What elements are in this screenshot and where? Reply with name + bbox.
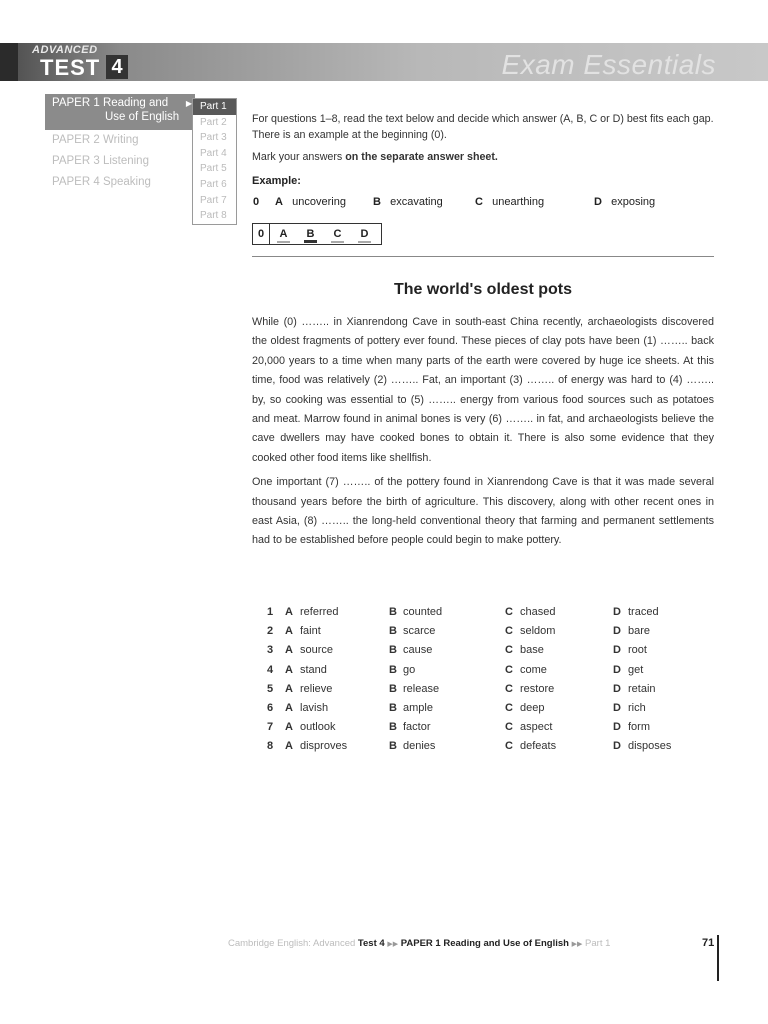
option-letter: D — [613, 701, 621, 714]
part-item[interactable]: Part 6 — [200, 178, 227, 190]
option-word: denies — [403, 740, 436, 753]
option-letter: C — [505, 721, 513, 734]
option-word: source — [300, 644, 334, 657]
option-letter: A — [285, 644, 293, 657]
option-letter: C — [505, 606, 513, 618]
nav-paper-1[interactable]: PAPER 1 Reading and ▶ Use of English — [45, 94, 195, 130]
option-word: scarce — [403, 625, 436, 638]
article-paragraph: While (0) …….. in Xianrendong Cave in south-east China recently, archaeologists discovered the oldest fragments of pottery ever found. These pieces of clay pots have been (1) …….. back 20,000 years to a time when many parts of the earth were covered by huge ice sheets. At this time, food was relatively (2) …….. Fat, an important (3) …….. of energy was hard to (4) …….. by, so cooking was essential to (5) …….. energy from various food sources such as potatoes and meat. Marrow found in animal bones is very (6) …….. in fat, and archaeologists believe the cave dwellers may have cooked bones to obtain it. There is also some evidence that they cooked other food items like shellfish. — [252, 316, 714, 464]
option-word: retain — [628, 682, 656, 695]
nav-paper-4[interactable]: PAPER 4 Speaking — [52, 176, 151, 188]
question-number: 3 — [267, 644, 274, 657]
option-letter: B — [389, 663, 397, 676]
question-number: 1 — [267, 606, 274, 618]
option-letter: D — [613, 625, 621, 638]
level-label: ADVANCED — [32, 44, 98, 56]
answer-box-option: A — [270, 225, 297, 243]
option-letter: C — [505, 682, 513, 695]
option-letter: D — [613, 644, 621, 657]
option-letter: D — [613, 721, 621, 734]
option-word: counted — [403, 606, 443, 618]
question-row — [262, 644, 712, 663]
option-word: base — [520, 644, 544, 657]
option-word: outlook — [300, 721, 336, 734]
divider — [252, 256, 714, 257]
option-word: seldom — [520, 625, 556, 638]
option-word: relieve — [300, 682, 333, 695]
option-letter: B — [389, 644, 397, 657]
page-bar — [717, 935, 719, 981]
question-row — [262, 625, 712, 644]
test-label: TEST — [40, 55, 101, 80]
option-word: release — [403, 682, 440, 695]
option-word: come — [520, 663, 547, 676]
answer-box-option: C — [324, 225, 351, 243]
article-title: The world's oldest pots — [393, 281, 573, 298]
option-letter: A — [285, 701, 293, 714]
option-letter: A — [285, 682, 293, 695]
question-row — [262, 664, 712, 683]
question-row — [262, 740, 712, 759]
option-letter: D — [613, 606, 621, 618]
option-letter: C — [505, 625, 513, 638]
option-word: factor — [403, 721, 431, 734]
option-letter: B — [389, 740, 397, 753]
article-paragraph: One important (7) …….. of the pottery found in Xianrendong Cave is that it was made several thousand years before the birth of agriculture. This discovery, along with other recent ones in east Asia, (8) …….. the long-held conventional theory that farming and permanent settlements had to be established before people could begin to make pottery. — [252, 476, 714, 547]
answer-box-option: D — [351, 225, 378, 243]
option-letter: B — [389, 682, 397, 695]
question-number: 6 — [267, 701, 274, 714]
question-number: 4 — [267, 663, 274, 676]
part-item[interactable]: Part 3 — [200, 132, 227, 144]
option-word: go — [403, 663, 416, 676]
option-word: rich — [628, 701, 646, 714]
option-word: traced — [628, 606, 659, 618]
example-label: Example: — [252, 175, 301, 187]
question-row — [262, 702, 712, 721]
option-letter: A — [285, 663, 293, 676]
option-word: deep — [520, 701, 545, 714]
answer-box-number: 0 — [253, 224, 270, 244]
option-word: bare — [628, 625, 651, 638]
question-number: 2 — [267, 625, 274, 638]
question-row — [262, 606, 712, 625]
option-word: referred — [300, 606, 339, 618]
option-letter: D — [613, 682, 621, 695]
question-number: 8 — [267, 740, 274, 753]
question-number: 7 — [267, 721, 274, 734]
question-row — [262, 721, 712, 740]
option-word: form — [628, 721, 650, 734]
option-word: root — [628, 644, 647, 657]
option-letter: A — [285, 721, 293, 734]
option-letter: A — [285, 625, 293, 638]
option-letter: D — [613, 663, 621, 676]
option-word: get — [628, 663, 644, 676]
option-letter: C — [505, 663, 513, 676]
option-letter: C — [505, 740, 513, 753]
example-option: D exposing — [594, 196, 656, 208]
page-number: 71 — [702, 937, 715, 949]
part-item[interactable]: Part 8 — [200, 210, 227, 222]
option-word: cause — [403, 644, 433, 657]
example-number: 0 — [253, 196, 260, 208]
example-answer-box — [252, 223, 382, 245]
part-item[interactable]: Part 2 — [200, 116, 227, 128]
example-option: A uncovering — [275, 196, 346, 208]
answer-box-option-selected: B — [297, 225, 324, 243]
option-letter: A — [285, 606, 293, 618]
option-word: stand — [300, 663, 327, 676]
option-letter: B — [389, 625, 397, 638]
option-word: chased — [520, 606, 556, 618]
option-word: restore — [520, 682, 555, 695]
question-number: 5 — [267, 682, 274, 695]
part-nav — [192, 98, 237, 225]
option-word: defeats — [520, 740, 557, 753]
answer-options — [262, 606, 712, 760]
instructions — [252, 112, 717, 166]
option-word: disproves — [300, 740, 348, 753]
double-arrow-icon: ▶▶ — [387, 941, 399, 948]
example-option: B excavating — [373, 196, 443, 208]
option-letter: D — [613, 740, 621, 753]
triangle-right-icon: ▶ — [185, 99, 192, 108]
option-word: ample — [403, 701, 433, 714]
paper-nav — [45, 94, 195, 193]
part-item[interactable]: Part 4 — [200, 147, 227, 159]
header-accent — [0, 43, 18, 81]
option-letter: C — [505, 701, 513, 714]
option-letter: B — [389, 701, 397, 714]
article-body — [252, 313, 714, 556]
part-item[interactable]: Part 5 — [200, 163, 227, 175]
part-item[interactable]: Part 1 — [193, 99, 236, 115]
option-letter: B — [389, 721, 397, 734]
example-option: C unearthing — [475, 196, 545, 208]
option-letter: C — [505, 644, 513, 657]
option-letter: B — [389, 606, 397, 618]
instruction-line: Mark your answers on the separate answer sheet. — [252, 151, 498, 163]
option-word: lavish — [300, 701, 329, 714]
footer: Cambridge English: Advanced Test 4 ▶▶ PAPER 1 Reading and Use of English ▶▶ Part 1 — [228, 938, 611, 949]
option-word: disposes — [628, 740, 672, 753]
question-row — [262, 683, 712, 702]
nav-paper-3[interactable]: PAPER 3 Listening — [52, 155, 149, 167]
series-title: Exam Essentials — [501, 49, 716, 80]
option-word: aspect — [520, 721, 553, 734]
part-item[interactable]: Part 7 — [200, 194, 227, 206]
nav-paper-2[interactable]: PAPER 2 Writing — [52, 134, 139, 146]
test-number: 4 — [106, 55, 128, 79]
option-letter: A — [285, 740, 293, 753]
option-word: faint — [300, 625, 321, 638]
double-arrow-icon: ▶▶ — [571, 941, 583, 948]
instruction-line: For questions 1–8, read the text below and decide which answer (A, B, C or D) best fits each gap. There is an example at the beginning (0). — [252, 113, 714, 141]
